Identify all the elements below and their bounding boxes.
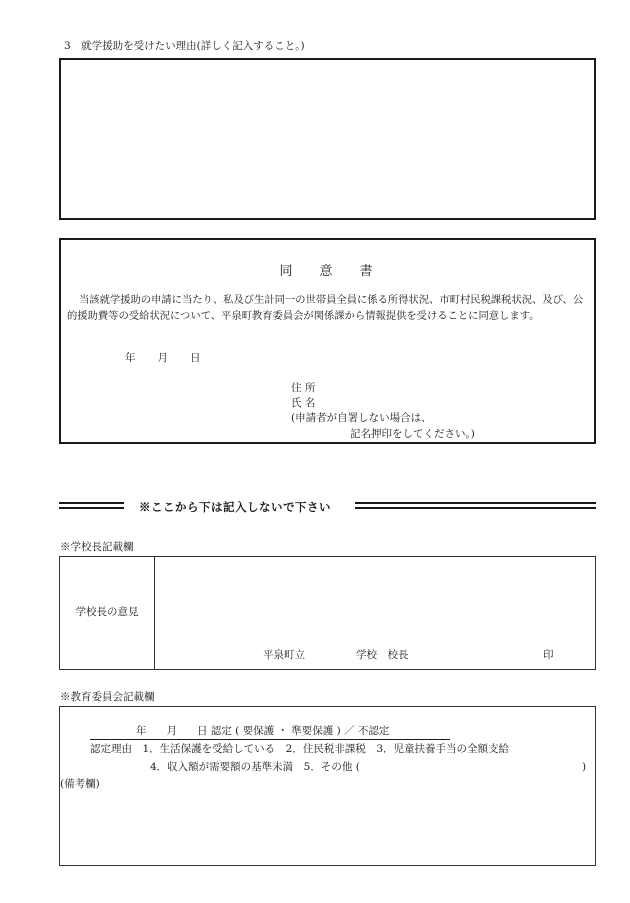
- seal-mark: 印: [543, 649, 554, 661]
- principal-column-divider: [154, 557, 155, 669]
- date-day-label: 日: [190, 352, 201, 364]
- consent-title: [61, 260, 594, 279]
- principal-opinion-label: 学校長の意見: [75, 606, 139, 618]
- principal-section-label: ※学校長記載欄: [60, 541, 134, 553]
- divider-text: ※ここから下は記入しないで下さい: [139, 500, 331, 514]
- divider-line-right-top: [355, 502, 596, 504]
- name-label: 氏 名: [291, 397, 316, 409]
- cert-day-status: 日 認定 ( 要保護 ・ 準要保護 ) ／ 不認定: [197, 725, 390, 737]
- consent-body-text: 当該就学援助の申請に当たり、私及び生計同一の世帯員全員に係る所得状況、市町村民税課税状況、及び、公的援助費等の受給状況について、平泉町教育委員会が関係課から情報提供を受けることに同意します。: [67, 294, 584, 322]
- board-section-label: ※教育委員会記載欄: [60, 691, 155, 703]
- consent-title-char: 同: [279, 264, 296, 279]
- office-use-divider: [59, 500, 596, 514]
- address-label: 住 所: [291, 382, 316, 394]
- consent-title-char: 意: [319, 264, 336, 279]
- principal-section-box: [59, 556, 596, 670]
- section3-heading: 3 就学援助を受けたい理由(詳しく記入すること。): [64, 40, 305, 52]
- board-section-box: [59, 706, 596, 866]
- consent-date: [125, 352, 201, 366]
- consent-form-box: [59, 238, 596, 444]
- certification-reason-line2: 4．収入額が需要額の基準未満 5．その他 (: [150, 761, 360, 773]
- signature-note-line2: 記名押印をしてください。): [350, 428, 475, 440]
- date-year-label: 年: [125, 352, 136, 364]
- divider-line-left-bottom: [59, 507, 124, 509]
- consent-title-char: 書: [359, 264, 376, 279]
- remarks-label: (備考欄): [60, 778, 100, 790]
- divider-line-left-top: [59, 502, 124, 504]
- certification-line: [90, 725, 450, 740]
- certification-reason-line1: 認定理由 1．生活保護を受給している 2．住民税非課税 3．児童扶養手当の全額支給: [90, 743, 510, 755]
- school-prefix: 平泉町立: [263, 649, 305, 661]
- cert-month-label: 月: [166, 725, 177, 737]
- signature-note-line1: (申請者が自署しない場合は、: [291, 412, 432, 424]
- cert-year-label: 年: [136, 725, 147, 737]
- divider-line-right-bottom: [355, 507, 596, 509]
- reason-input-box[interactable]: [59, 58, 596, 220]
- school-principal-label: 学校 校長: [356, 649, 409, 661]
- paren-close: ): [582, 761, 587, 773]
- date-month-label: 月: [157, 352, 168, 364]
